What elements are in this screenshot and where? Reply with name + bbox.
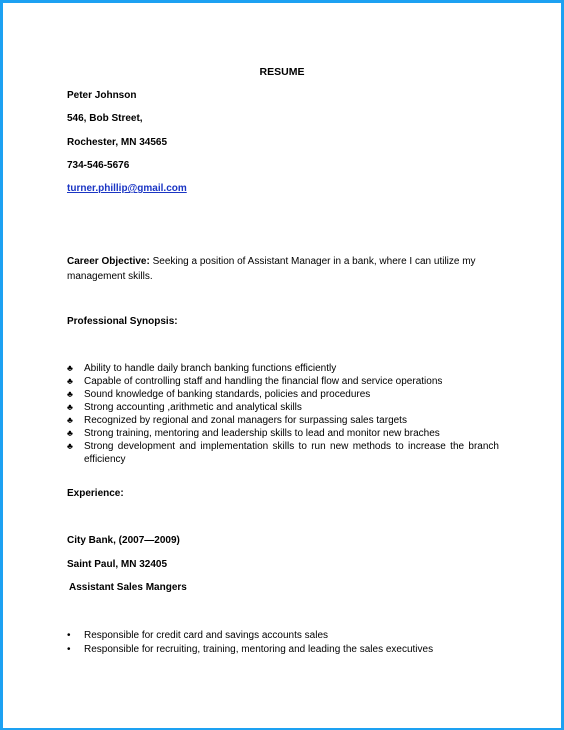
page-border-top — [0, 0, 564, 3]
duty-item-text: Responsible for recruiting, training, mentoring and leading the sales executives — [84, 643, 434, 655]
experience-employer: City Bank, (2007—2009) — [67, 535, 180, 546]
resume-title: RESUME — [259, 66, 305, 78]
synopsis-item — [67, 401, 499, 414]
bullet-dot-icon: • — [67, 643, 71, 655]
bullet-dot-icon: • — [67, 630, 71, 641]
club-icon: ♣ — [67, 415, 73, 425]
career-objective-label: Career Objective: — [67, 256, 150, 267]
contact-email-link[interactable]: turner.phillip@gmail.com — [67, 183, 187, 194]
synopsis-item-text: Sound knowledge of banking standards, policies and procedures — [84, 389, 371, 400]
synopsis-item — [67, 440, 499, 466]
experience-role: Assistant Sales Mangers — [69, 582, 187, 593]
synopsis-item-text: Strong accounting ,arithmetic and analytical skills — [84, 402, 302, 413]
synopsis-item-text: Capable of controlling staff and handling the financial flow and service operations — [84, 376, 443, 387]
career-objective-text: Seeking a position of Assistant Manager in a bank, where I can utilize my management skills. — [67, 256, 476, 282]
synopsis-item — [67, 388, 499, 401]
club-icon: ♣ — [67, 402, 73, 412]
duty-item — [67, 643, 499, 657]
club-icon: ♣ — [67, 389, 73, 399]
contact-name: Peter Johnson — [67, 90, 137, 101]
page-border-left — [0, 0, 3, 730]
experience-location: Saint Paul, MN 32405 — [67, 559, 168, 570]
synopsis-item — [67, 427, 499, 440]
contact-street: 546, Bob Street, — [67, 113, 143, 124]
club-icon: ♣ — [67, 376, 73, 386]
synopsis-item — [67, 362, 499, 375]
synopsis-item-text: Strong development and implementation skills to run new methods to increase the branch efficiency — [84, 441, 499, 465]
career-objective — [67, 254, 499, 284]
club-icon: ♣ — [67, 428, 73, 438]
synopsis-item-text: Ability to handle daily branch banking functions efficiently — [84, 363, 337, 374]
club-icon: ♣ — [67, 363, 73, 373]
synopsis-item-text: Recognized by regional and zonal managers for surpassing sales targets — [84, 415, 407, 426]
club-icon: ♣ — [67, 441, 73, 451]
experience-heading: Experience: — [67, 488, 124, 499]
synopsis-item-text: Strong training, mentoring and leadership skills to lead and monitor new braches — [84, 428, 440, 439]
experience-duties-list — [67, 629, 499, 656]
duty-item — [67, 629, 499, 643]
synopsis-heading: Professional Synopsis: — [67, 316, 178, 327]
synopsis-item — [67, 414, 499, 427]
contact-city: Rochester, MN 34565 — [67, 137, 168, 148]
duty-item-text: Responsible for credit card and savings accounts sales — [84, 630, 329, 641]
synopsis-list — [67, 362, 499, 466]
contact-phone: 734-546-5676 — [67, 160, 130, 171]
synopsis-item — [67, 375, 499, 388]
contact-email-line — [67, 183, 187, 194]
